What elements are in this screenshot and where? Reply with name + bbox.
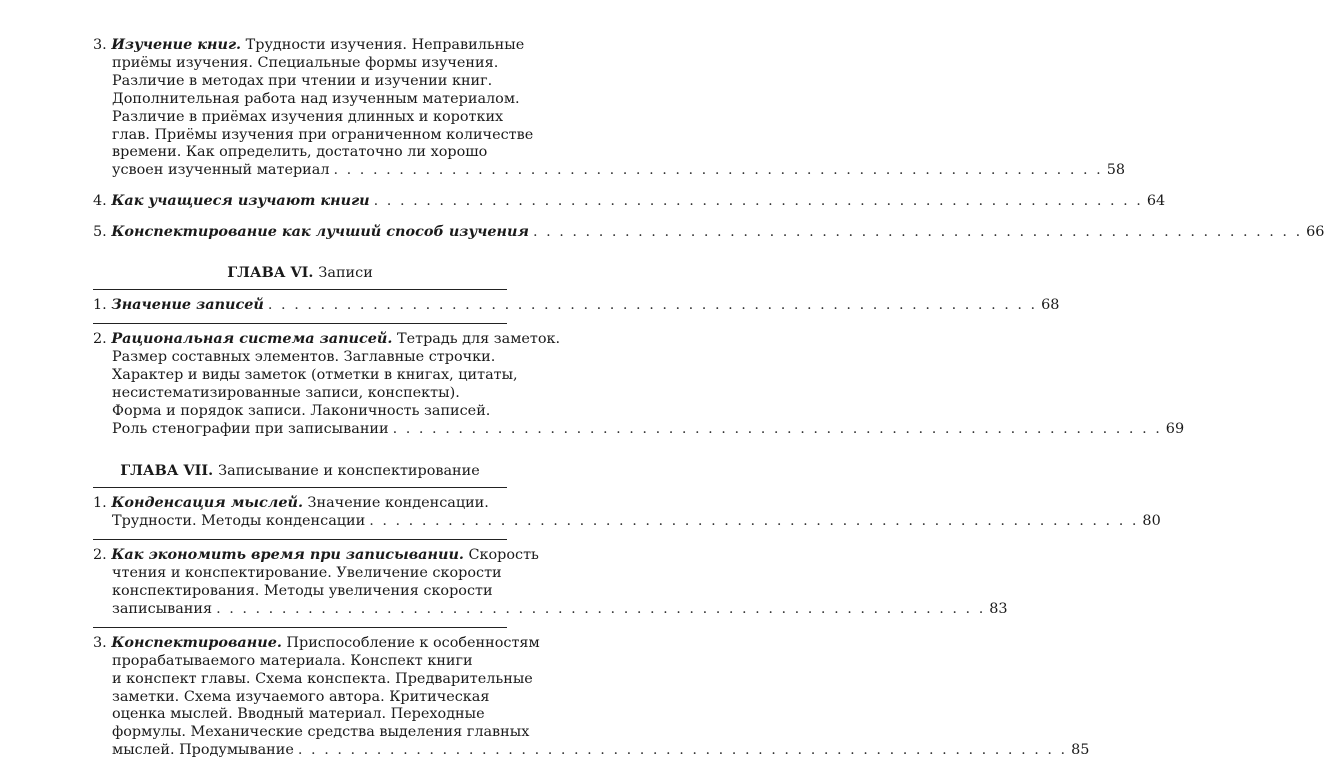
entry-desc-line: Дополнительная работа над изученным материалом. xyxy=(112,90,520,107)
entry-desc-line: глав. Приёмы изучения при ограниченном количестве xyxy=(112,126,534,143)
page-number: 85 xyxy=(1071,742,1090,759)
toc-entry-7-1[interactable] xyxy=(93,494,1161,531)
entry-desc-line: Приспособление к особенностям xyxy=(281,634,540,651)
entry-desc-line: Характер и виды заметок (отметки в книгах, цитаты, xyxy=(112,366,518,383)
chapter-heading-6 xyxy=(93,264,507,281)
entry-desc-line: Тетрадь для заметок. xyxy=(392,330,561,347)
entry-title: Конденсация мыслей. xyxy=(111,494,303,512)
entry-desc-line: чтения и конспектирование. Увеличение скорости xyxy=(112,565,502,582)
entry-desc-line: усвоен изученный материал xyxy=(112,162,330,179)
toc-entry-5-5[interactable] xyxy=(93,223,1324,242)
entry-number: 4. xyxy=(93,193,107,210)
entry-desc-line: и конспект главы. Схема конспекта. Предварительные xyxy=(112,670,533,687)
chapter-name: Записи xyxy=(318,265,373,282)
entry-desc-line: конспектирования. Методы увеличения скорости xyxy=(112,583,493,600)
entry-title: Как экономить время при записывании. xyxy=(111,546,464,564)
entry-desc-line: заметки. Схема изучаемого автора. Критическая xyxy=(112,688,490,705)
page-number: 64 xyxy=(1146,193,1166,210)
toc-entry-5-3[interactable] xyxy=(93,36,1126,180)
dot-leader xyxy=(216,601,985,617)
page-number: 69 xyxy=(1165,420,1185,437)
entry-desc-line: формулы. Механические средства выделения главных xyxy=(112,724,530,741)
entry-number: 5. xyxy=(93,224,107,241)
page-number: 58 xyxy=(1106,162,1126,179)
entry-number: 3. xyxy=(93,634,107,651)
toc-entry-6-2[interactable] xyxy=(93,329,1185,438)
dot-leader xyxy=(393,421,1162,437)
page-number: 66 xyxy=(1306,224,1324,241)
entry-desc-line: времени. Как определить, достаточно ли хорошо xyxy=(112,144,488,161)
entry-desc-line: Различие в методах при чтении и изучении книг. xyxy=(112,72,493,89)
entry-desc-line: Различие в приёмах изучения длинных и коротких xyxy=(112,108,504,125)
entry-title: Изучение книг. xyxy=(111,36,242,53)
entry-title: Конспектирование как лучший способ изучения xyxy=(111,223,529,241)
entry-desc-line: записывания xyxy=(112,600,213,617)
entry-desc-line: Значение конденсации. xyxy=(302,495,489,512)
toc-entry-5-4[interactable] xyxy=(93,192,1166,211)
entry-desc-line: Трудности изучения. Неправильные xyxy=(241,37,525,53)
entry-desc-line: Форма и порядок записи. Лаконичность записей. xyxy=(112,402,491,419)
page-number: 80 xyxy=(1142,513,1161,530)
divider xyxy=(93,539,507,540)
dot-leader xyxy=(369,513,1138,529)
entry-number: 1. xyxy=(93,495,107,512)
chapter-label: ГЛАВА VII. xyxy=(120,462,214,480)
dot-leader xyxy=(533,224,1302,240)
page-number: 68 xyxy=(1041,297,1060,314)
entry-desc-line: Трудности. Методы конденсации xyxy=(112,513,366,530)
chapter-name: Записывание и конспектирование xyxy=(218,463,480,480)
divider xyxy=(93,487,507,488)
dot-leader xyxy=(334,162,1103,178)
chapter-heading-7 xyxy=(93,462,507,479)
dot-leader xyxy=(268,297,1037,313)
entry-desc-line: прорабатываемого материала. Конспект книги xyxy=(112,652,473,669)
page-number: 83 xyxy=(989,600,1008,617)
entry-desc-line: мыслей. Продумывание xyxy=(112,742,294,759)
toc-entry-7-2[interactable] xyxy=(93,546,1008,619)
entry-number: 3. xyxy=(93,37,107,53)
divider xyxy=(93,627,507,628)
dot-leader xyxy=(374,193,1143,209)
entry-title: Рациональная система записей. xyxy=(111,329,393,347)
entry-desc-line: Роль стенографии при записывании xyxy=(112,420,389,437)
entry-title: Конспектирование. xyxy=(111,633,282,651)
dot-leader xyxy=(298,742,1067,758)
divider xyxy=(93,289,507,290)
toc-entry-6-1[interactable] xyxy=(93,296,1060,315)
toc-entry-7-3[interactable] xyxy=(93,633,1090,760)
entry-title: Как учащиеся изучают книги xyxy=(111,192,370,210)
entry-desc-line: Размер составных элементов. Заглавные строчки. xyxy=(112,348,496,365)
chapter-label: ГЛАВА VI. xyxy=(227,264,314,282)
entry-desc-line: Скорость xyxy=(463,547,539,564)
entry-desc-line: оценка мыслей. Вводный материал. Переходные xyxy=(112,706,485,723)
entry-number: 2. xyxy=(93,547,107,564)
divider xyxy=(93,323,507,324)
entry-number: 1. xyxy=(93,297,107,314)
entry-desc-line: приёмы изучения. Специальные формы изучения. xyxy=(112,54,499,71)
entry-title: Значение записей xyxy=(111,296,264,314)
entry-desc-line: несистематизированные записи, конспекты). xyxy=(112,384,460,401)
entry-number: 2. xyxy=(93,330,107,347)
